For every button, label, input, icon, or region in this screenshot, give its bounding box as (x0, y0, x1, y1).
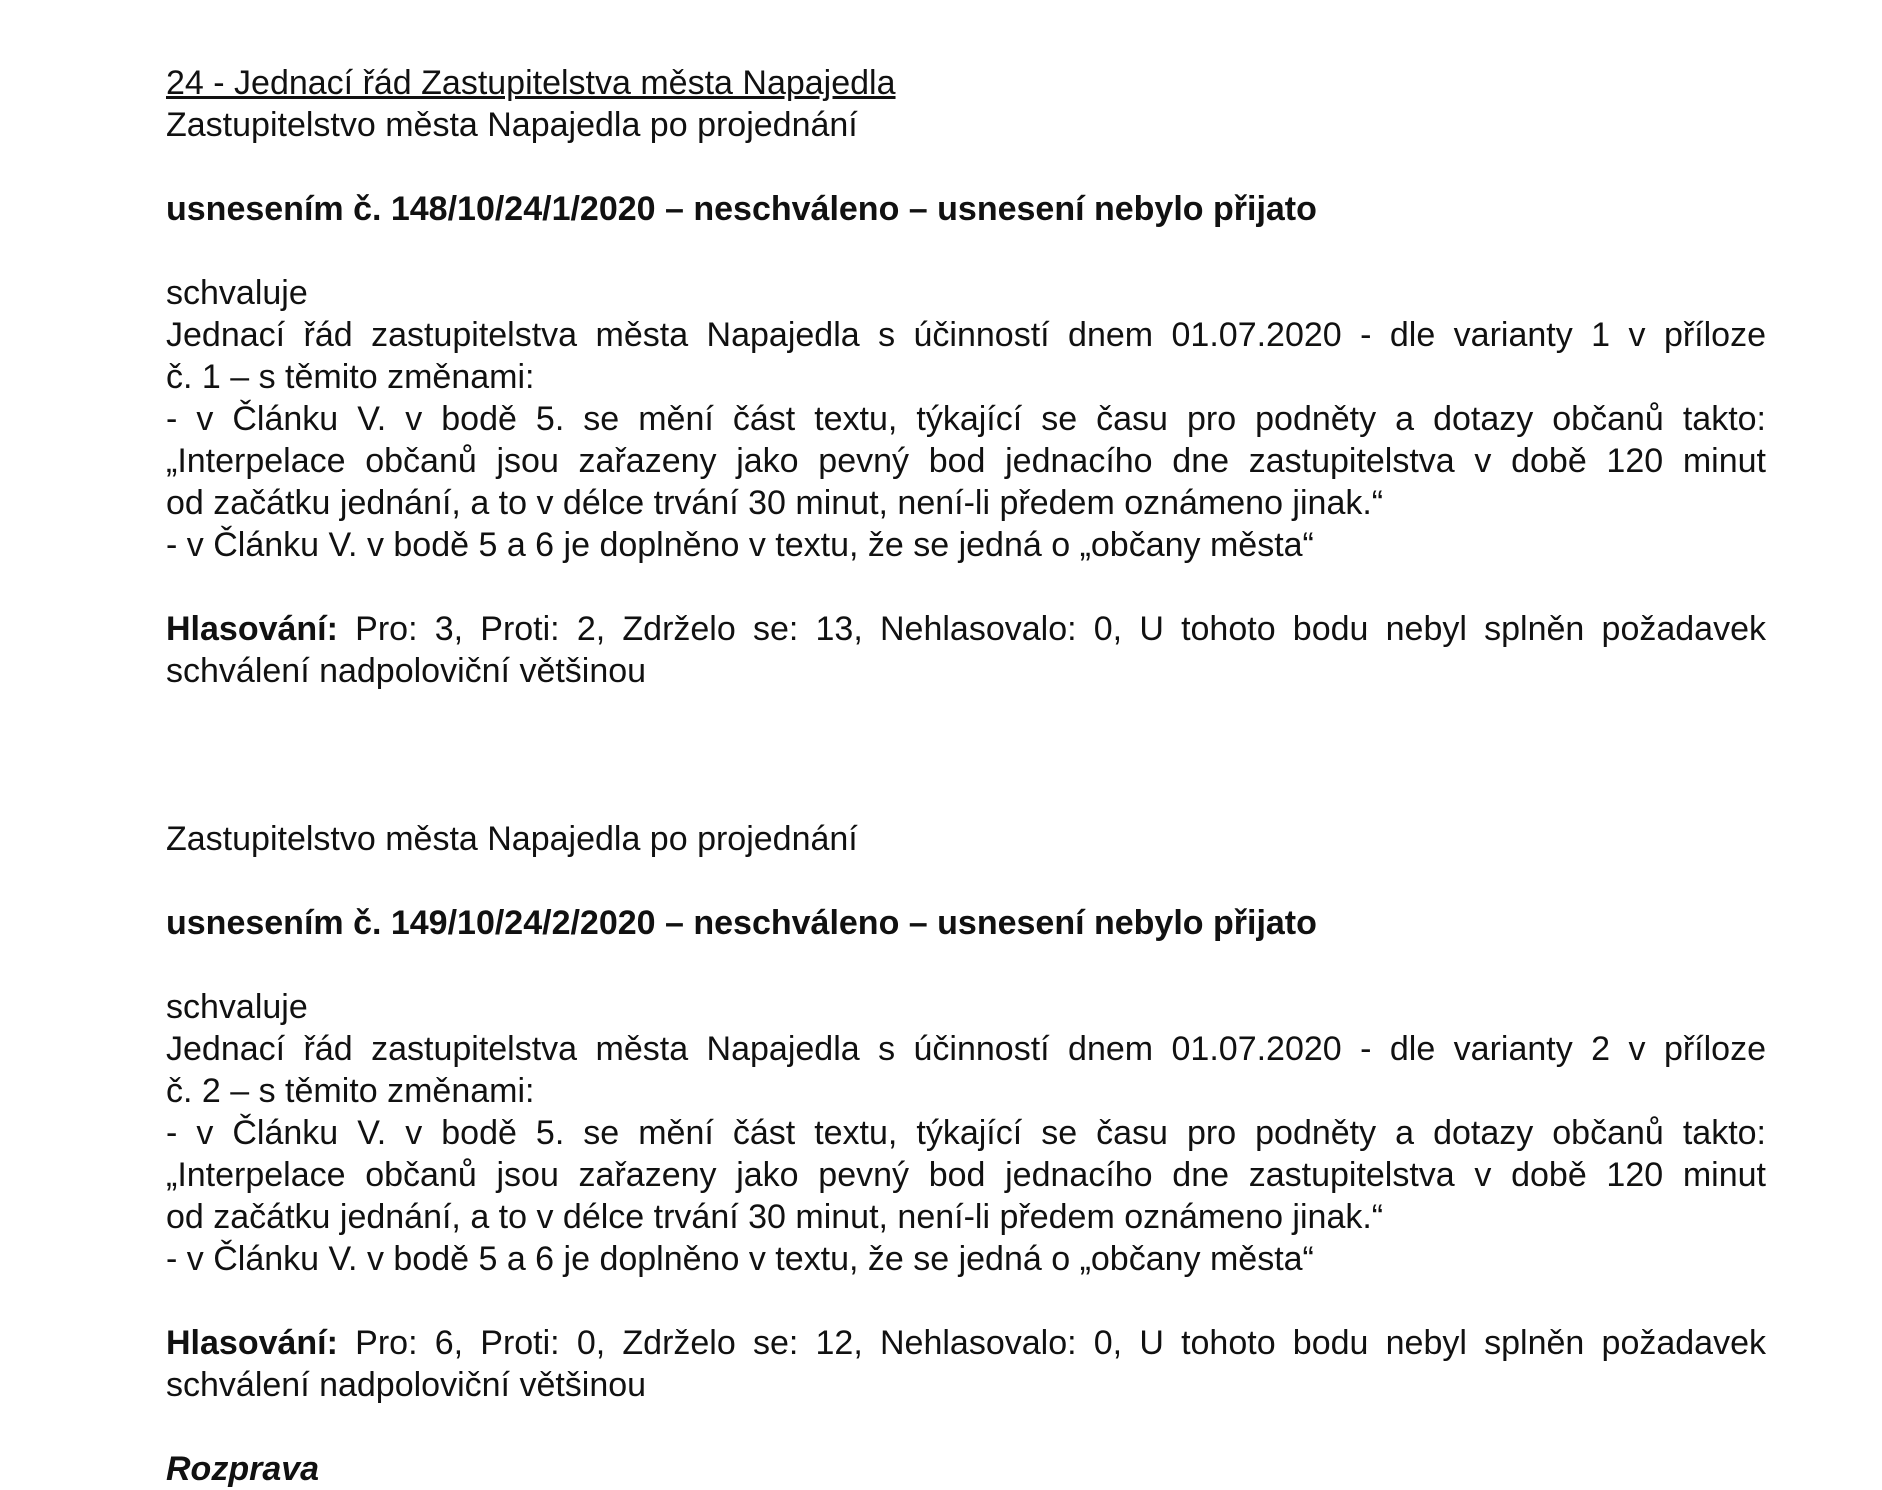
section-1-vote-line-2: schválení nadpoloviční většinou (166, 652, 647, 690)
agenda-item-title: 24 - Jednací řád Zastupitelstva města Napajedla (166, 64, 896, 102)
section-2-body-line-5: od začátku jednání, a to v délce trvání 30 minut, není-li předem oznámeno jinak.“ (166, 1198, 1384, 1236)
section-1-intro: Zastupitelstvo města Napajedla po projednání (166, 106, 858, 144)
section-2-vote-line-2: schválení nadpoloviční většinou (166, 1366, 647, 1404)
discussion-heading: Rozprava (166, 1450, 320, 1488)
section-1-verb: schvaluje (166, 274, 308, 312)
section-2-body-line-3: - v Článku V. v bodě 5. se mění část textu, týkající se času pro podněty a dotazy občanů takto: (166, 1114, 1766, 1152)
section-1-body-line-5: od začátku jednání, a to v délce trvání 30 minut, není-li předem oznámeno jinak.“ (166, 484, 1384, 522)
section-2-body-line-6: - v Článku V. v bodě 5 a 6 je doplněno v textu, že se jedná o „občany města“ (166, 1240, 1314, 1278)
section-2-resolution: usnesením č. 149/10/24/2/2020 – neschváleno – usnesení nebylo přijato (166, 904, 1317, 942)
section-1-body-line-1: Jednací řád zastupitelstva města Napajedla s účinností dnem 01.07.2020 - dle varianty 1 v příloze (166, 316, 1766, 354)
section-1-resolution: usnesením č. 148/10/24/1/2020 – neschváleno – usnesení nebylo přijato (166, 190, 1317, 228)
section-2-body-line-1: Jednací řád zastupitelstva města Napajedla s účinností dnem 01.07.2020 - dle varianty 2 v příloze (166, 1030, 1766, 1068)
section-1-body-line-2: č. 1 – s těmito změnami: (166, 358, 535, 396)
section-1-vote-label: Hlasování: (166, 610, 338, 648)
section-2-intro: Zastupitelstvo města Napajedla po projednání (166, 820, 858, 858)
section-2-vote-label: Hlasování: (166, 1324, 338, 1362)
section-2-verb: schvaluje (166, 988, 308, 1026)
document-page (166, 62, 1766, 1490)
section-1-vote-line-1 (166, 608, 1766, 650)
section-1-body-line-4: „Interpelace občanů jsou zařazeny jako pevný bod jednacího dne zastupitelstva v době 120 minut (166, 442, 1766, 480)
section-2-body-line-2: č. 2 – s těmito změnami: (166, 1072, 535, 1110)
section-1-body-line-3: - v Článku V. v bodě 5. se mění část textu, týkající se času pro podněty a dotazy občanů takto: (166, 400, 1766, 438)
section-1-body-line-6: - v Článku V. v bodě 5 a 6 je doplněno v textu, že se jedná o „občany města“ (166, 526, 1314, 564)
section-2-body-line-4: „Interpelace občanů jsou zařazeny jako pevný bod jednacího dne zastupitelstva v době 120 minut (166, 1156, 1766, 1194)
section-2-vote-line-1 (166, 1322, 1766, 1364)
section-2-vote-text: Pro: 6, Proti: 0, Zdrželo se: 12, Nehlasovalo: 0, U tohoto bodu nebyl splněn požadavek (337, 1324, 1766, 1362)
section-1-vote-text: Pro: 3, Proti: 2, Zdrželo se: 13, Nehlasovalo: 0, U tohoto bodu nebyl splněn požadavek (337, 610, 1766, 648)
